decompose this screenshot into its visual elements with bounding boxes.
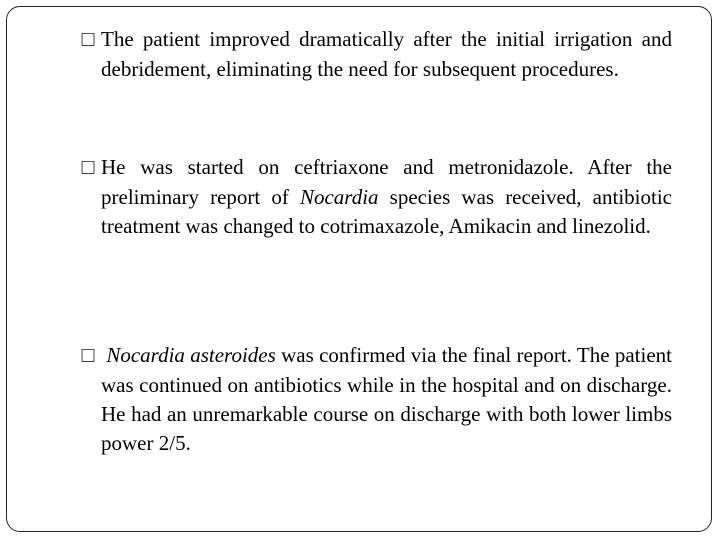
bullet-2-text-b: species was received, antibiotic treatment was changed to cotrimaxazole, Amikacin and linezolid. bbox=[101, 185, 672, 238]
bullet-2-text-a: He was started on ceftriaxone and metronidazole. After the preliminary report of bbox=[101, 155, 672, 209]
bullet-paragraph-1 bbox=[80, 25, 672, 84]
bullet-item-1 bbox=[80, 25, 672, 84]
bullet-item-2 bbox=[80, 153, 672, 241]
square-bullet-icon: ☐ bbox=[80, 346, 97, 367]
bullet-paragraph-2 bbox=[80, 153, 672, 241]
bullet-3-organism: Nocardia asteroides bbox=[106, 343, 276, 367]
bullet-item-3 bbox=[80, 341, 672, 458]
bullet-2-organism: Nocardia bbox=[299, 185, 379, 209]
bullet-3-text-b: was confirmed via the final report. The patient was continued on antibiotics while in the hospital and on discharge. He had an unremarkable course on discharge with both lower limbs power 2/5. bbox=[101, 343, 672, 455]
bullet-paragraph-3 bbox=[80, 341, 672, 458]
square-bullet-icon: ☐ bbox=[80, 158, 97, 179]
square-bullet-icon: ☐ bbox=[80, 30, 97, 51]
bullet-1-text: The patient improved dramatically after the initial irrigation and debridement, eliminating the need for subsequent procedures. bbox=[101, 27, 672, 81]
